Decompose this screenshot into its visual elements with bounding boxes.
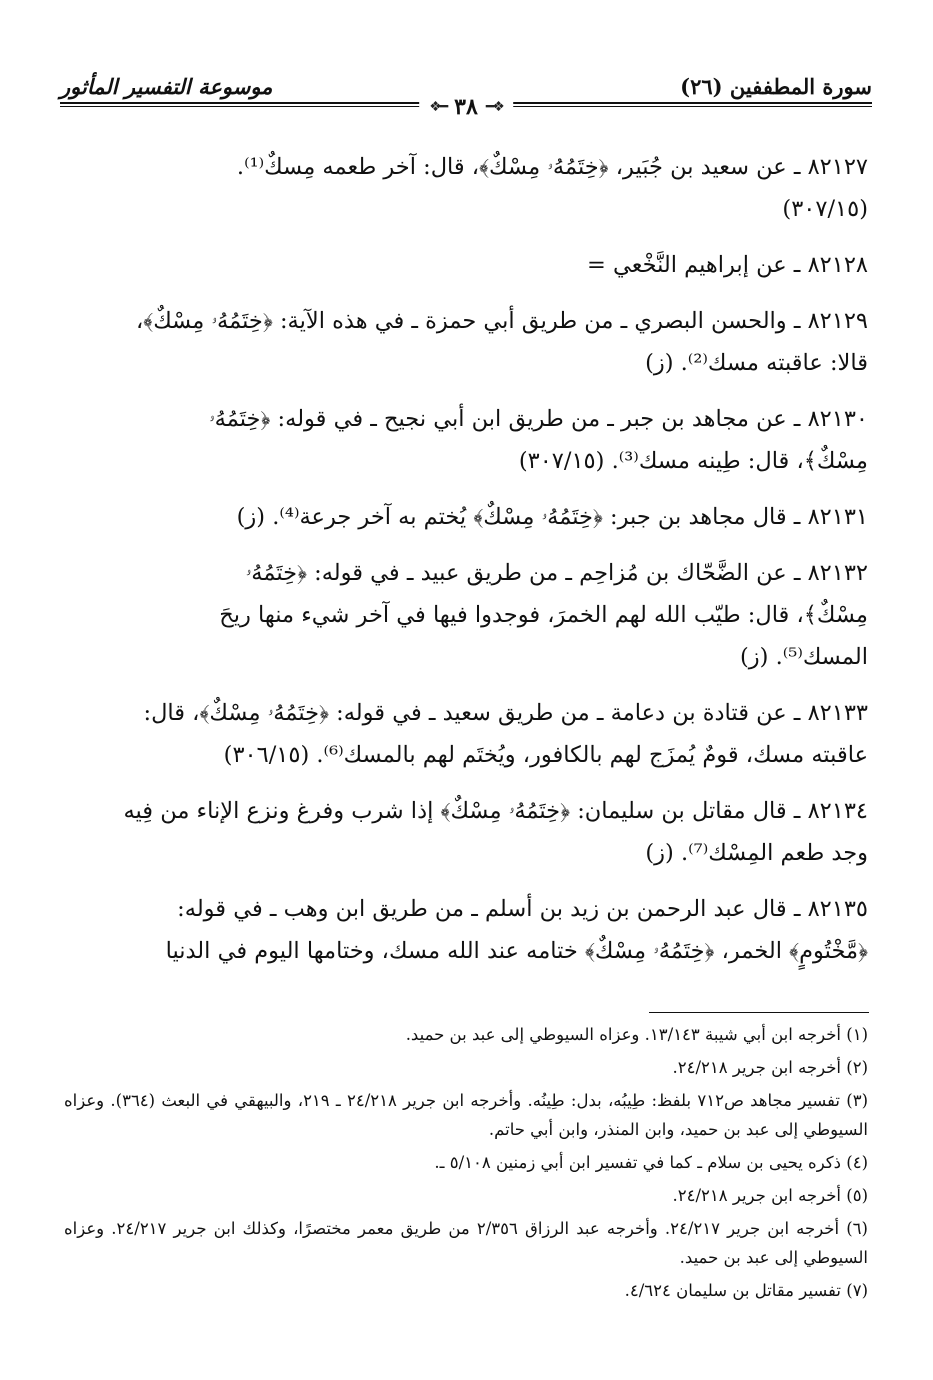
page-number-box xyxy=(419,94,513,120)
entry-line: عاقبته مسك، قومٌ يُمزَج لهم بالكافور، ويُختَم لهم بالمسك⁽⁶⁾. (٣٠٦/١٥) xyxy=(223,742,868,768)
entry-line: ٨٢١٣٣ ـ عن قتادة بن دعامة ـ من طريق سعيد ـ في قوله: ﴿خِتَمُهُۥ مِسْكٌ﴾، قال: xyxy=(143,700,868,726)
entry-line: ٨٢١٢٨ ـ عن إبراهيم النَّخْعي = xyxy=(586,252,868,278)
footnote: (١) أخرجه ابن أبي شيبة ١٣/١٤٣. وعزاه السيوطي إلى عبد بن حميد. xyxy=(405,1025,868,1044)
footnote: (٧) تفسير مقاتل بن سليمان ٤/٦٢٤. xyxy=(624,1281,868,1300)
narration-entry xyxy=(64,496,868,538)
narration-entry xyxy=(64,244,868,286)
page-header xyxy=(60,62,872,134)
entry-line: ٨٢١٣٢ ـ عن الضَّحّاك بن مُزاحِم ـ من طريق عبيد ـ في قوله: ﴿خِتَمُهُۥ xyxy=(245,560,868,586)
footnote: (٢) أخرجه ابن جرير ٢٤/٢١٨. xyxy=(672,1058,868,1077)
main-text xyxy=(64,146,868,986)
entry-line: ﴿مَّخْتُومٍ﴾ الخمر، ﴿خِتَمُهُۥ مِسْكٌ﴾ ختامه عند الله مسك، وختامها اليوم في الدنيا xyxy=(165,938,868,964)
narration-entry xyxy=(64,790,868,874)
entry-line: ٨٢١٢٧ ـ عن سعيد بن جُبَير، ﴿خِتَمُهُۥ مِسْكٌ﴾، قال: آخر طعمه مِسكٌ⁽¹⁾. xyxy=(236,154,868,180)
entry-line: مِسْكٌ﴾، قال: طِينه مسك⁽³⁾. (٣٠٧/١٥) xyxy=(518,448,868,474)
footnote: (٦) أخرجه ابن جرير ٢٤/٢١٧. وأخرجه عبد الرزاق ٢/٣٥٦ من طريق معمر مختصرًا، وكذلك ابن جرير ٢٤/٢١٧. وعزاه السيوطي إلى عبد بن حميد. xyxy=(64,1219,868,1267)
entry-line: ٨٢١٣٤ ـ قال مقاتل بن سليمان: ﴿خِتَمُهُۥ مِسْكٌ﴾ إذا شرب وفرغ ونزع الإناء من فِيه xyxy=(123,798,868,824)
footnote-separator xyxy=(649,1012,869,1013)
entry-line: ٨٢١٢٩ ـ والحسن البصري ـ من طريق أبي حمزة ـ في هذه الآية: ﴿خِتَمُهُۥ مِسْكٌ﴾، xyxy=(135,308,868,334)
entry-line: وجد طعم المِسْك⁽⁷⁾. (ز) xyxy=(645,840,868,866)
surah-title: سورة المطففين (٢٦) xyxy=(680,74,872,99)
ornament-icon: ❖━ xyxy=(485,99,503,115)
footnote: (٤) ذكره يحيى بن سلام ـ كما في تفسير ابن أبي زمنين ٥/١٠٨ ـ. xyxy=(434,1153,868,1172)
entry-line: ٨٢١٣٥ ـ قال عبد الرحمن بن زيد بن أسلم ـ من طريق ابن وهب ـ في قوله: xyxy=(177,896,868,922)
footnotes xyxy=(64,1020,868,1309)
narration-entry xyxy=(64,146,868,230)
footnote: (٣) تفسير مجاهد ص٧١٢ بلفظ: طِيبُه، بدل: طِينُه. وأخرجه ابن جرير ٢٤/٢١٨ ـ ٢١٩، والبيهقي في البعث (٣٦٤). وعزاه السيوطي إلى عبد بن حميد، وابن المنذر، وابن أبي حاتم. xyxy=(64,1091,868,1139)
ornament-icon: ━❖ xyxy=(429,99,447,115)
narration-entry xyxy=(64,692,868,776)
footnote: (٥) أخرجه ابن جرير ٢٤/٢١٨. xyxy=(672,1186,868,1205)
entry-line: ٨٢١٣٠ ـ عن مجاهد بن جبر ـ من طريق ابن أبي نجيح ـ في قوله: ﴿خِتَمُهُۥ xyxy=(209,406,868,432)
entry-line: ٨٢١٣١ ـ قال مجاهد بن جبر: ﴿خِتَمُهُۥ مِسْكٌ﴾ يُختم به آخر جرعة⁽⁴⁾. (ز) xyxy=(236,504,868,530)
book-title: موسوعة التفسير المأثور xyxy=(60,74,273,99)
narration-entry xyxy=(64,300,868,384)
entry-line: (٣٠٧/١٥) xyxy=(782,196,868,222)
narration-entry xyxy=(64,552,868,678)
page-number: ٣٨ xyxy=(454,94,478,120)
entry-line: قالا: عاقبته مسك⁽²⁾. (ز) xyxy=(645,350,868,376)
entry-line: المسك⁽⁵⁾. (ز) xyxy=(740,644,868,670)
entry-line: مِسْكٌ﴾، قال: طيّب الله لهم الخمرَ، فوجدوا فيها في آخر شيء منها ريحَ xyxy=(219,602,868,628)
narration-entry xyxy=(64,398,868,482)
narration-entry xyxy=(64,888,868,972)
